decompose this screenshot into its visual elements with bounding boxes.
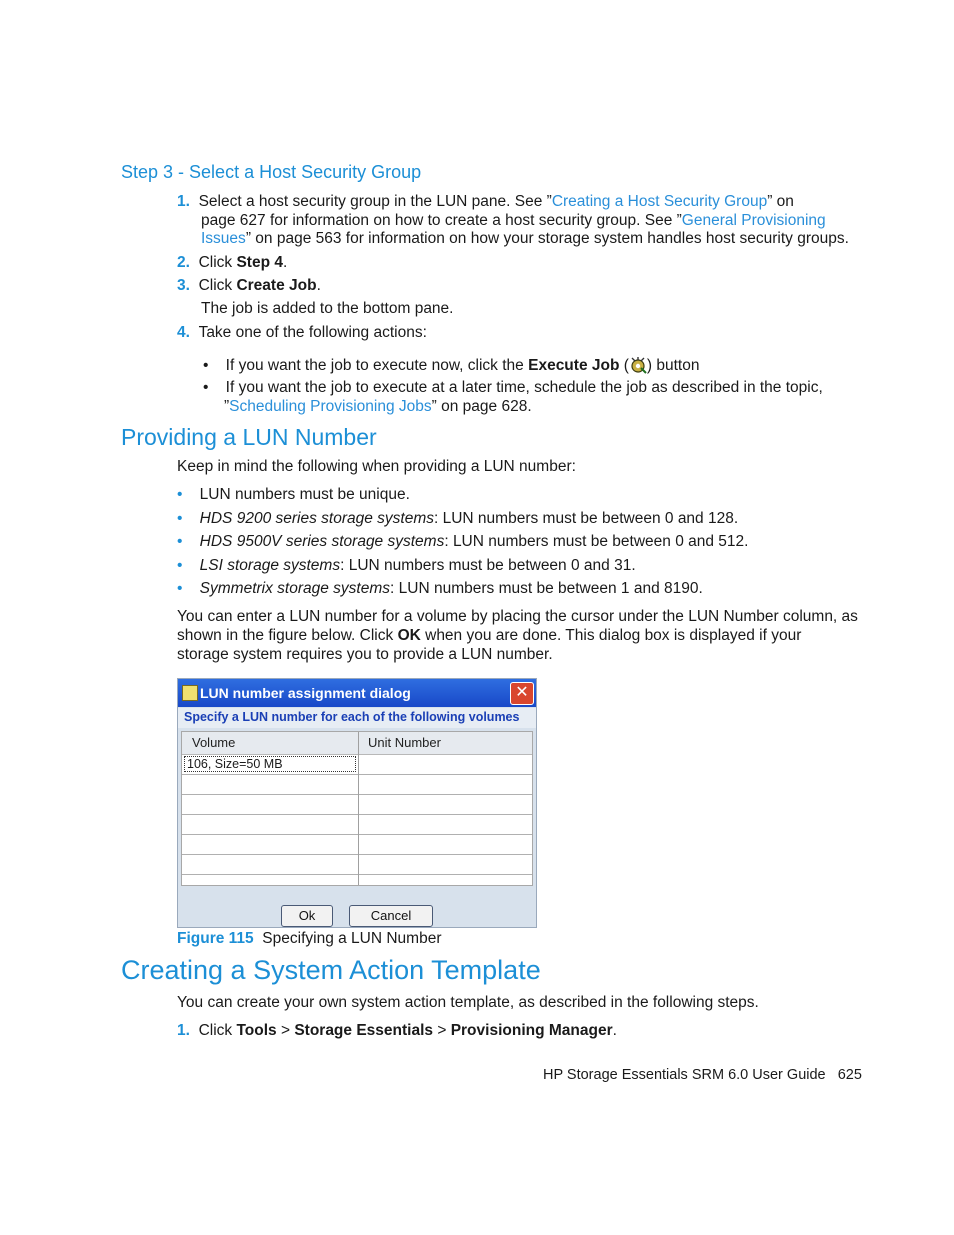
table-row[interactable] [182, 815, 532, 835]
item-text: . [316, 277, 321, 294]
step3-bullet1 [203, 356, 699, 375]
item-text: If you want the job to execute now, click the [225, 357, 529, 374]
ui-term-ok: OK [397, 627, 421, 644]
page-footer [543, 1067, 862, 1083]
item-text: . [612, 1022, 617, 1039]
ui-term-provisioning-manager: Provisioning Manager [450, 1022, 613, 1039]
item-number: 2. [177, 254, 190, 271]
item-number: 1. [177, 1022, 190, 1039]
bullet-dot: • [203, 357, 209, 374]
item-text: ” [224, 398, 230, 415]
volume-cell[interactable]: 106, Size=50 MB [184, 756, 356, 772]
item-text: when you are done. This dialog box is displayed if your [420, 627, 802, 644]
ui-term-step4: Step 4 [236, 254, 283, 271]
item-text: page 627 for information on how to create a host security group. See ” [201, 212, 682, 229]
bullet-dot: • [177, 510, 183, 527]
ui-term-create-job: Create Job [236, 277, 317, 294]
link-scheduling-provisioning-jobs[interactable]: Scheduling Provisioning Jobs [229, 398, 432, 415]
page-number: 625 [837, 1067, 862, 1083]
dialog-subtitle [178, 708, 536, 728]
table-row[interactable] [182, 795, 532, 815]
bullet-dot: • [177, 486, 183, 503]
lun-para-line1: You can enter a LUN number for a volume by placing the cursor under the LUN Number column, as [177, 608, 858, 625]
item-text: If you want the job to execute at a later time, schedule the job as described in the topic, [225, 379, 823, 396]
figure-label: Figure 115 [177, 930, 254, 947]
bullet-dot: • [177, 533, 183, 550]
link-general-provisioning-issues-cont[interactable]: Issues [201, 230, 246, 247]
link-creating-host-security-group[interactable]: Creating a Host Security Group [551, 193, 768, 210]
lun-bullet [177, 580, 703, 598]
dialog-title: LUN number assignment dialog [200, 685, 411, 701]
step3-bullet2-line2 [224, 398, 532, 416]
cancel-button[interactable]: Cancel [349, 905, 433, 927]
section-heading-lun: Providing a LUN Number [121, 424, 377, 450]
item-text: Click [198, 1022, 237, 1039]
item-number: 4. [177, 324, 190, 341]
item-text: : LUN numbers must be between 1 and 8190. [390, 580, 703, 597]
column-header-unit-number[interactable]: Unit Number [368, 735, 441, 750]
item-text: . [282, 254, 288, 271]
lun-bullet [177, 510, 738, 528]
execute-job-icon [629, 356, 647, 374]
ui-term-tools: Tools [236, 1022, 277, 1039]
step3-item1-line1 [177, 193, 794, 211]
lun-bullet [177, 486, 410, 504]
lun-bullet [177, 557, 636, 575]
item-text: Click [198, 277, 237, 294]
bullet-dot: • [177, 557, 183, 574]
template-step1 [177, 1022, 617, 1040]
table-row[interactable] [182, 835, 532, 855]
item-text: Select a host security group in the LUN pane. See ” [198, 193, 552, 210]
item-text: Take one of the following actions: [198, 324, 427, 341]
dialog-titlebar [178, 679, 536, 707]
ui-term-storage-essentials: Storage Essentials [294, 1022, 434, 1039]
column-header-volume[interactable]: Volume [192, 735, 236, 750]
item-text: : LUN numbers must be between 0 and 31. [340, 557, 636, 574]
lun-para-line3: storage system requires you to provide a LUN number. [177, 646, 553, 663]
item-text: ” on [767, 193, 794, 210]
item-text: ( [619, 357, 629, 374]
close-icon[interactable]: ✕ [510, 682, 534, 705]
bullet-dot: • [203, 379, 209, 396]
item-text: ) button [646, 357, 700, 374]
item-text: LUN numbers must be unique. [199, 486, 410, 503]
lun-intro: Keep in mind the following when providing a LUN number: [177, 458, 576, 475]
ui-term-execute-job: Execute Job [528, 357, 620, 374]
guide-title: HP Storage Essentials SRM 6.0 User Guide [543, 1067, 826, 1083]
item-number: 1. [177, 193, 190, 210]
lun-table [181, 731, 533, 886]
item-number: 3. [177, 277, 190, 294]
lun-assignment-dialog [177, 678, 537, 928]
bullet-dot: • [177, 580, 183, 597]
item-text: ” on page 628. [431, 398, 532, 415]
item-text: shown in the figure below. Click [177, 627, 398, 644]
step3-item2 [177, 254, 287, 272]
item-text: > [276, 1022, 295, 1039]
table-header [182, 732, 532, 755]
item-emphasis: Symmetrix storage systems [199, 580, 391, 597]
lun-bullet [177, 533, 748, 551]
item-text: : LUN numbers must be between 0 and 512. [444, 533, 749, 550]
section-heading-step3: Step 3 - Select a Host Security Group [121, 162, 422, 182]
table-row[interactable] [182, 755, 532, 775]
step3-item1-line2 [201, 212, 826, 230]
figure-caption [177, 930, 442, 948]
step3-item3-note: The job is added to the bottom pane. [201, 300, 454, 317]
step3-item4 [177, 324, 427, 342]
lun-para-line2 [177, 627, 801, 645]
item-text: > [433, 1022, 451, 1039]
figure-caption-text: Specifying a LUN Number [253, 930, 442, 947]
ok-button[interactable]: Ok [281, 905, 333, 927]
section-heading-template: Creating a System Action Template [121, 955, 541, 985]
app-icon [182, 685, 198, 701]
column-divider [358, 732, 359, 885]
item-emphasis: HDS 9500V series storage systems [199, 533, 445, 550]
step3-item1-line3 [201, 230, 849, 248]
table-row[interactable] [182, 855, 532, 875]
item-emphasis: HDS 9200 series storage systems [199, 510, 434, 527]
dialog-subtitle-text: Specify a LUN number for each of the following volumes [184, 710, 520, 724]
step3-item3 [177, 277, 321, 295]
table-row[interactable] [182, 775, 532, 795]
item-text: Click [198, 254, 237, 271]
template-intro: You can create your own system action template, as described in the following steps. [177, 994, 759, 1011]
step3-bullet2-line1 [203, 379, 823, 397]
link-general-provisioning-issues[interactable]: General Provisioning [681, 212, 826, 229]
item-emphasis: LSI storage systems [199, 557, 341, 574]
table-row[interactable] [182, 875, 532, 894]
item-text: ” on page 563 for information on how your storage system handles host security groups. [245, 230, 849, 247]
item-text: : LUN numbers must be between 0 and 128. [434, 510, 739, 527]
